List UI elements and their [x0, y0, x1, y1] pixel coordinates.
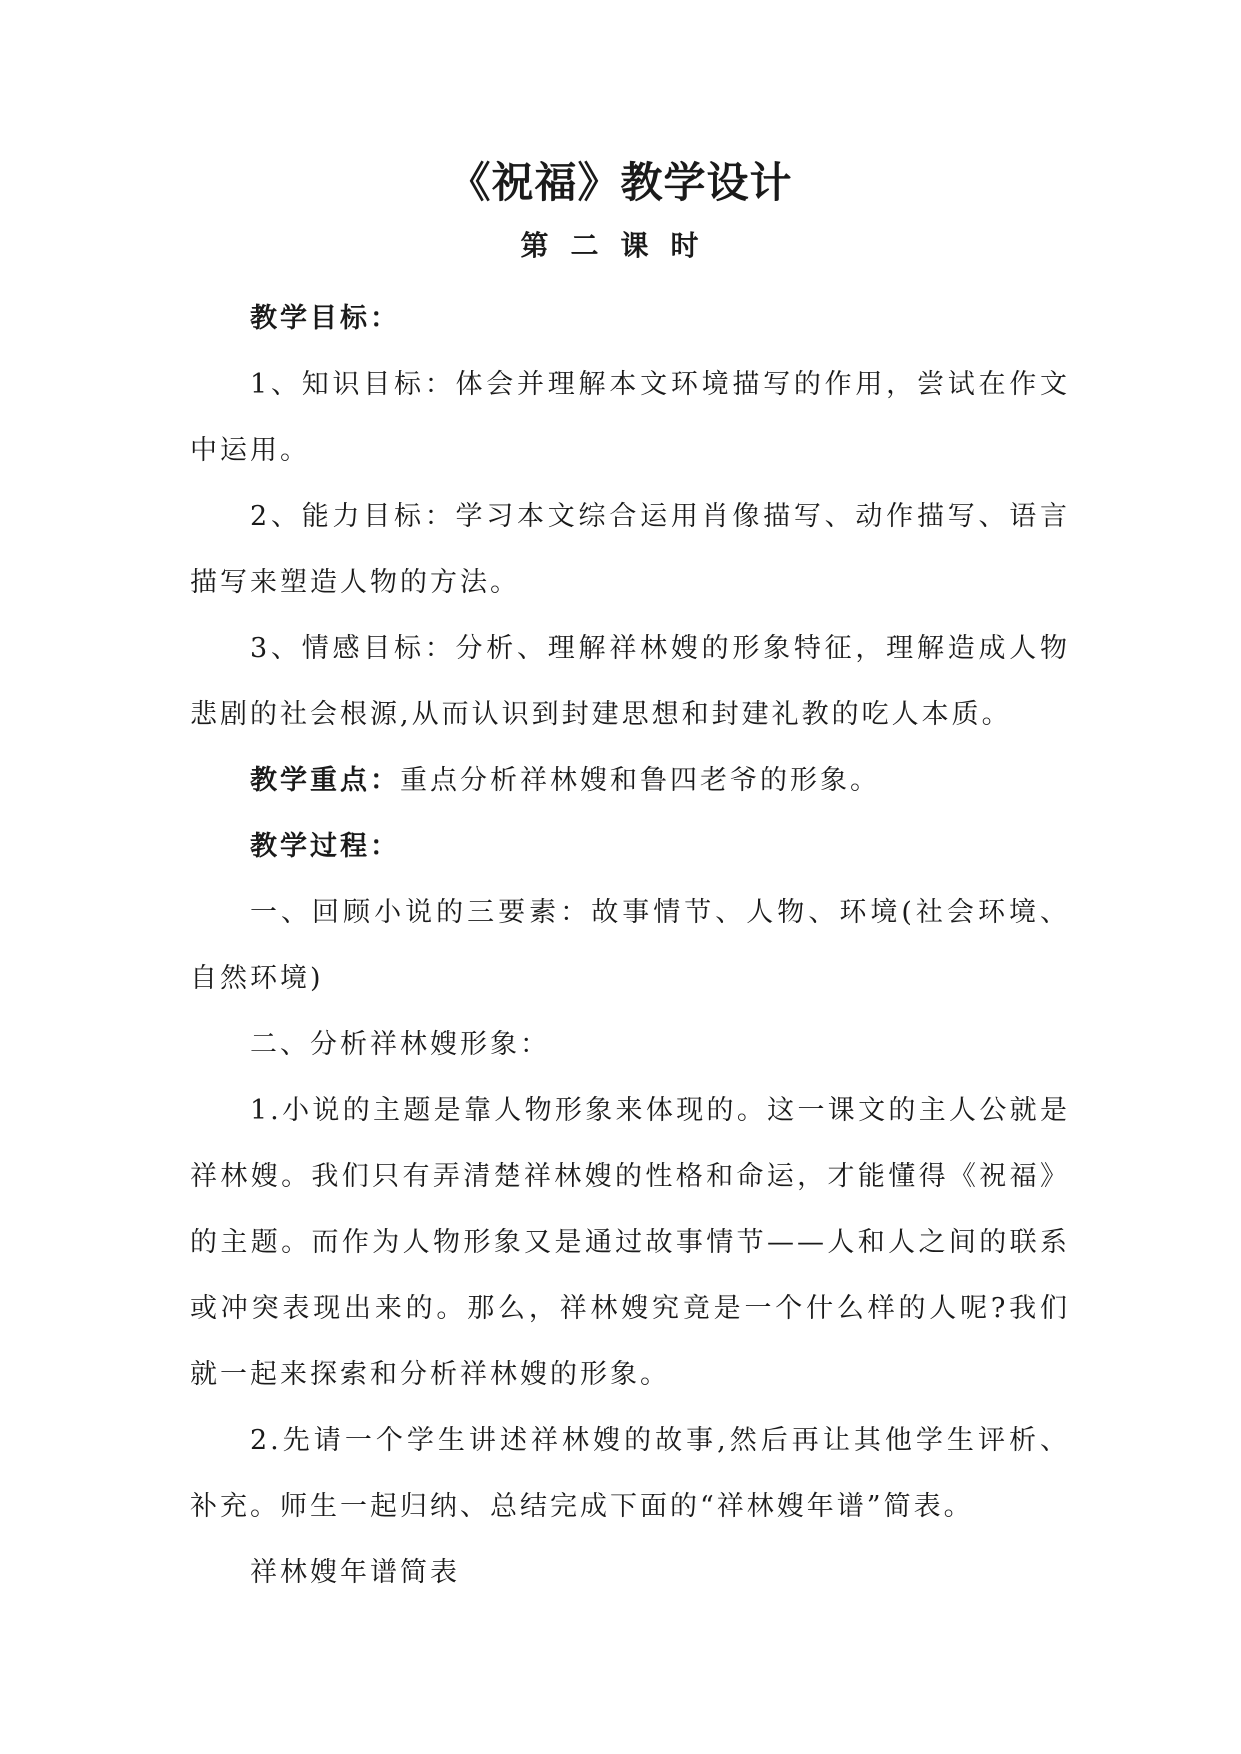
process-heading: 教学过程： [250, 831, 400, 862]
analysis-paragraph-2: 2.先请一个学生讲述祥林嫂的故事,然后再让其他学生评析、补充。师生一起归纳、总结完成下面的“祥林嫂年谱”简表。 [190, 1425, 1070, 1522]
objectives-heading: 教学目标： [250, 303, 400, 334]
table-caption: 祥林嫂年谱简表 [250, 1557, 460, 1588]
key-point-label: 教学重点： [250, 765, 400, 796]
objective-ability: 2、能力目标：学习本文综合运用肖像描写、动作描写、语言描写来塑造人物的方法。 [190, 501, 1070, 598]
key-point-text: 重点分析祥林嫂和鲁四老爷的形象。 [400, 765, 880, 796]
analysis-paragraph-1: 1.小说的主题是靠人物形象来体现的。这一课文的主人公就是祥林嫂。我们只有弄清楚祥林嫂的性格和命运，才能懂得《祝福》的主题。而作为人物形象又是通过故事情节——人和人之间的联系或冲突表现出来的。那么，祥林嫂究竟是一个什么样的人呢?我们就一起来探索和分析祥林嫂的形象。 [190, 1095, 1070, 1390]
document-body [190, 286, 1070, 1606]
objective-knowledge: 1、知识目标：体会并理解本文环境描写的作用，尝试在作文中运用。 [190, 369, 1070, 466]
process-step-review: 一、回顾小说的三要素：故事情节、人物、环境(社会环境、自然环境) [190, 897, 1070, 994]
process-step-analysis: 二、分析祥林嫂形象： [250, 1029, 550, 1060]
document-title: 《祝福》教学设计 [448, 158, 793, 207]
objective-emotion: 3、情感目标：分析、理解祥林嫂的形象特征，理解造成人物悲剧的社会根源,从而认识到封建思想和封建礼教的吃人本质。 [190, 633, 1070, 730]
document-subtitle: 第二课时 [520, 229, 721, 262]
key-point-paragraph [190, 748, 1070, 814]
